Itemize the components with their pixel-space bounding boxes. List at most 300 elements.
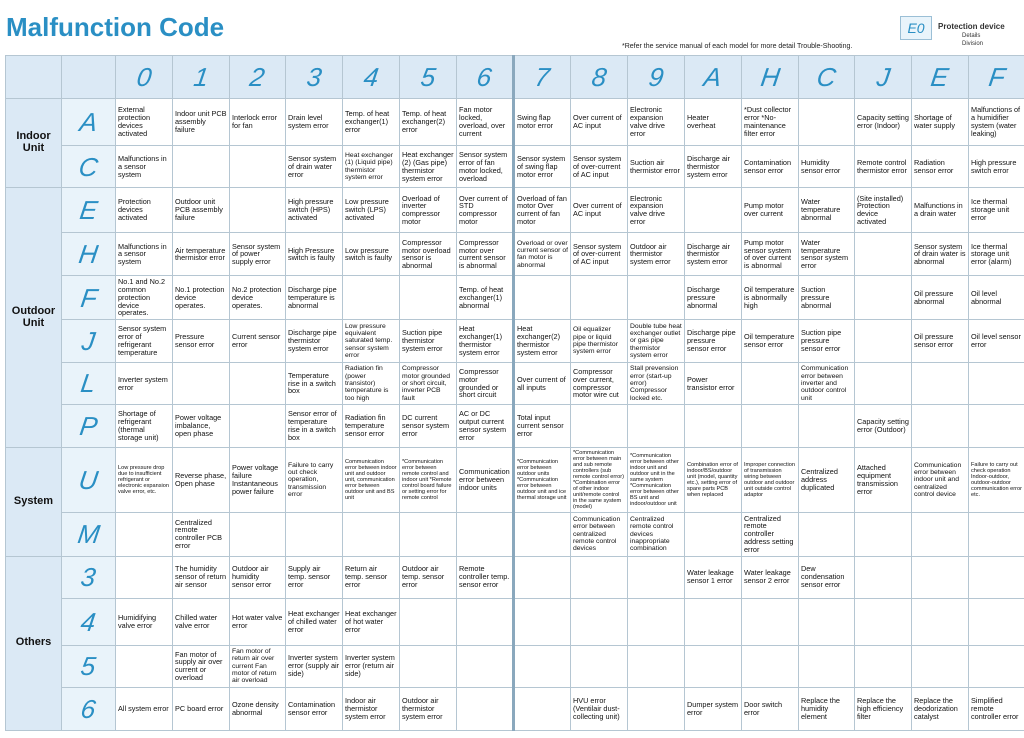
error-description-cell: Swing flap motor error bbox=[514, 99, 571, 146]
table-row bbox=[6, 556, 1024, 598]
error-description-cell bbox=[799, 99, 855, 146]
error-description-cell bbox=[628, 645, 685, 687]
error-description-cell bbox=[628, 687, 685, 730]
column-code-digit: 0 bbox=[134, 61, 154, 92]
row-code-header bbox=[62, 146, 116, 188]
column-code-digit: C bbox=[815, 61, 839, 92]
legend-title: Protection device bbox=[938, 22, 1005, 31]
legend bbox=[900, 16, 1022, 50]
error-description-cell: Discharge pressure abnormal bbox=[685, 276, 742, 319]
error-description-cell: Sensor system of swing flap motor error bbox=[514, 146, 571, 188]
error-description-cell: Interlock error for fan bbox=[230, 99, 286, 146]
row-code-header bbox=[62, 598, 116, 645]
error-description-cell: Capacity setting error (Outdoor) bbox=[855, 405, 912, 448]
error-description-cell bbox=[514, 598, 571, 645]
row-code-header bbox=[62, 556, 116, 598]
error-description-cell bbox=[685, 513, 742, 556]
error-description-cell bbox=[230, 146, 286, 188]
error-description-cell: Failure to carry out check operation, transmission error bbox=[286, 448, 343, 513]
error-description-cell bbox=[230, 362, 286, 404]
error-description-cell bbox=[742, 362, 799, 404]
row-code-header bbox=[62, 687, 116, 730]
error-description-cell bbox=[457, 645, 514, 687]
error-description-cell: PC board error bbox=[173, 687, 230, 730]
column-code-header bbox=[514, 56, 571, 99]
error-description-cell bbox=[230, 513, 286, 556]
error-description-cell: Contamination sensor error bbox=[286, 687, 343, 730]
error-description-cell bbox=[912, 362, 969, 404]
error-description-cell bbox=[628, 598, 685, 645]
row-code-header bbox=[62, 362, 116, 404]
row-code-digit: 5 bbox=[79, 651, 98, 682]
error-description-cell: Oil temperature sensor error bbox=[742, 319, 799, 362]
row-code-header bbox=[62, 233, 116, 276]
error-description-cell: Outdoor unit PCB assembly failure bbox=[173, 188, 230, 233]
error-description-cell: Sensor system error of fan motor locked, overload bbox=[457, 146, 514, 188]
table-body bbox=[6, 99, 1024, 731]
error-description-cell: Suction pressure abnormal bbox=[799, 276, 855, 319]
error-description-cell: Failure to carry out check operation Indoor-outdoor, outdoor-outdoor communication error etc. bbox=[969, 448, 1024, 513]
row-code-header bbox=[62, 99, 116, 146]
error-description-cell: *Communication error between main and sub remote controllers (sub remote control error) *Combination error of other indoor unit/remote control in the same system (model) bbox=[571, 448, 628, 513]
error-description-cell: Dumper system error bbox=[685, 687, 742, 730]
table-row bbox=[6, 405, 1024, 448]
error-description-cell: Oil temperature is abnormally high bbox=[742, 276, 799, 319]
error-description-cell: Inverter system error bbox=[116, 362, 173, 404]
error-description-cell: Temp. of heat exchanger(1) abnormal bbox=[457, 276, 514, 319]
error-description-cell bbox=[116, 645, 173, 687]
error-description-cell bbox=[742, 405, 799, 448]
error-description-cell: Compressor motor grounded or short circuit, inverter PCB fault bbox=[400, 362, 457, 404]
column-code-header bbox=[912, 56, 969, 99]
table-row bbox=[6, 598, 1024, 645]
error-description-cell: Total input current sensor error bbox=[514, 405, 571, 448]
error-description-cell: Discharge pipe temperature is abnormal bbox=[286, 276, 343, 319]
error-description-cell: No.1 and No.2 common protection device operates. bbox=[116, 276, 173, 319]
error-description-cell bbox=[969, 645, 1024, 687]
error-description-cell bbox=[230, 405, 286, 448]
error-description-cell: Low pressure switch (LPS) activated bbox=[343, 188, 400, 233]
legend-details-label: Details bbox=[962, 33, 981, 39]
error-description-cell: Communication error between inverter and outdoor control unit bbox=[799, 362, 855, 404]
column-code-header bbox=[799, 56, 855, 99]
table-row bbox=[6, 99, 1024, 146]
error-description-cell bbox=[685, 405, 742, 448]
header-blank bbox=[6, 56, 62, 99]
error-description-cell: Power voltage failure Instantaneous power failure bbox=[230, 448, 286, 513]
error-description-cell bbox=[343, 276, 400, 319]
table-row bbox=[6, 233, 1024, 276]
error-description-cell: Improper connection of transmission wiring between outdoor and outdoor unit outside control adaptor bbox=[742, 448, 799, 513]
row-code-digit: 6 bbox=[79, 693, 98, 724]
code-header-row bbox=[6, 56, 1024, 99]
error-description-cell bbox=[969, 405, 1024, 448]
error-description-cell bbox=[799, 405, 855, 448]
error-description-cell: Electronic expansion valve drive error bbox=[628, 188, 685, 233]
error-description-cell: Malfunctions in a sensor system bbox=[116, 233, 173, 276]
error-description-cell: Replace the humidity element bbox=[799, 687, 855, 730]
error-description-cell: Heat exchanger(1) thermistor system error bbox=[457, 319, 514, 362]
error-description-cell bbox=[571, 598, 628, 645]
error-description-cell bbox=[457, 598, 514, 645]
error-description-cell: Overload or over current sensor of fan motor is abnormal bbox=[514, 233, 571, 276]
error-description-cell: No.2 protection device operates. bbox=[230, 276, 286, 319]
error-description-cell: Low pressure switch is faulty bbox=[343, 233, 400, 276]
error-description-cell: Communication error between centralized remote control devices bbox=[571, 513, 628, 556]
error-description-cell: Compressor motor grounded or short circuit bbox=[457, 362, 514, 404]
error-description-cell: Oil pressure sensor error bbox=[912, 319, 969, 362]
error-description-cell: Discharge pipe thermistor system error bbox=[286, 319, 343, 362]
error-description-cell: *Communication error between outdoor units *Communication error between outdoor unit and ice thermal storage unit bbox=[514, 448, 571, 513]
error-description-cell bbox=[457, 513, 514, 556]
error-description-cell: *Dust collector error *No-maintenance filter error bbox=[742, 99, 799, 146]
error-description-cell: Return air temp. sensor error bbox=[343, 556, 400, 598]
error-description-cell: Radiation fin (power transistor) temperature is too high bbox=[343, 362, 400, 404]
category-label: Outdoor Unit bbox=[6, 188, 62, 448]
error-description-cell: Drain level system error bbox=[286, 99, 343, 146]
error-description-cell: Door switch error bbox=[742, 687, 799, 730]
error-description-cell: Centralized remote control devices inappropriate combination bbox=[628, 513, 685, 556]
error-description-cell bbox=[628, 405, 685, 448]
error-description-cell: Over current of AC input bbox=[571, 99, 628, 146]
column-code-digit: 3 bbox=[304, 61, 324, 92]
error-description-cell: Stall prevension error (start-up error) Compressor locked etc. bbox=[628, 362, 685, 404]
error-description-cell: Shortage of refrigerant (thermal storage unit) bbox=[116, 405, 173, 448]
error-description-cell bbox=[912, 598, 969, 645]
error-description-cell: Malfunctions in a sensor system bbox=[116, 146, 173, 188]
error-description-cell: Heat exchanger of hot water error bbox=[343, 598, 400, 645]
error-description-cell: Low pressure equivalent saturated temp. sensor system error bbox=[343, 319, 400, 362]
error-description-cell: Remote control thermistor error bbox=[855, 146, 912, 188]
error-description-cell: Suction air thermistor error bbox=[628, 146, 685, 188]
error-description-cell bbox=[912, 556, 969, 598]
error-description-cell bbox=[855, 645, 912, 687]
error-description-cell: Outdoor air thermistor system error bbox=[400, 687, 457, 730]
error-description-cell bbox=[628, 276, 685, 319]
error-description-cell: Malfunctions of a humidifier system (water leaking) bbox=[969, 99, 1024, 146]
row-code-header bbox=[62, 513, 116, 556]
error-description-cell: Ice thermal storage unit error (alarm) bbox=[969, 233, 1024, 276]
error-description-cell: Sensor system of over-current of AC input bbox=[571, 233, 628, 276]
error-description-cell bbox=[400, 598, 457, 645]
error-description-cell bbox=[855, 319, 912, 362]
column-code-header bbox=[685, 56, 742, 99]
row-code-digit: M bbox=[75, 519, 102, 550]
error-description-cell bbox=[173, 362, 230, 404]
error-description-cell: Water temperature abnormal bbox=[799, 188, 855, 233]
error-description-cell bbox=[969, 362, 1024, 404]
error-description-cell: Over current of AC input bbox=[571, 188, 628, 233]
error-description-cell: Fan motor locked, overload, over current bbox=[457, 99, 514, 146]
error-description-cell: Remote controller temp. sensor error bbox=[457, 556, 514, 598]
error-description-cell bbox=[514, 276, 571, 319]
error-description-cell: Sensor system error of refrigerant temperature bbox=[116, 319, 173, 362]
error-description-cell: Outdoor air humidity sensor error bbox=[230, 556, 286, 598]
table-row bbox=[6, 188, 1024, 233]
column-code-header bbox=[457, 56, 514, 99]
error-description-cell bbox=[912, 405, 969, 448]
error-description-cell: Water temperature sensor system error bbox=[799, 233, 855, 276]
column-code-header bbox=[969, 56, 1024, 99]
error-description-cell: Discharge air thermistor system error bbox=[685, 233, 742, 276]
error-description-cell: Hot water valve error bbox=[230, 598, 286, 645]
error-description-cell: Centralized remote controller PCB error bbox=[173, 513, 230, 556]
error-description-cell: HVU error (Ventilair dust-collecting unit) bbox=[571, 687, 628, 730]
column-code-header bbox=[628, 56, 685, 99]
error-description-cell: Power voltage imbalance, open phase bbox=[173, 405, 230, 448]
error-description-cell: Temperature rise in a switch box bbox=[286, 362, 343, 404]
error-description-cell bbox=[969, 598, 1024, 645]
error-description-cell bbox=[457, 687, 514, 730]
error-description-cell: Indoor air thermistor system error bbox=[343, 687, 400, 730]
row-code-header bbox=[62, 405, 116, 448]
error-description-cell: Oil pressure abnormal bbox=[912, 276, 969, 319]
legend-code-sample: E0 bbox=[900, 16, 932, 40]
column-code-digit: 8 bbox=[589, 61, 609, 92]
error-description-cell: Double tube heat exchanger outlet or gas pipe thermistor system error bbox=[628, 319, 685, 362]
row-code-digit: C bbox=[77, 151, 101, 182]
error-description-cell: Power transistor error bbox=[685, 362, 742, 404]
error-description-cell: Pump motor sensor system of over current is abnormal bbox=[742, 233, 799, 276]
error-description-cell bbox=[173, 146, 230, 188]
error-description-cell: Sensor system of drain water is abnormal bbox=[912, 233, 969, 276]
error-description-cell: Oil level sensor error bbox=[969, 319, 1024, 362]
column-code-digit: 4 bbox=[361, 61, 381, 92]
error-description-cell: Malfunctions in a drain water bbox=[912, 188, 969, 233]
error-description-cell: High pressure switch (HPS) activated bbox=[286, 188, 343, 233]
error-description-cell bbox=[116, 556, 173, 598]
error-description-cell: Fan motor of return air over current Fan motor of return air overload bbox=[230, 645, 286, 687]
error-description-cell bbox=[685, 598, 742, 645]
error-description-cell bbox=[571, 276, 628, 319]
error-description-cell: Fan motor of supply air over current or overload bbox=[173, 645, 230, 687]
error-description-cell: External protection devices activated bbox=[116, 99, 173, 146]
column-code-header bbox=[230, 56, 286, 99]
table-row bbox=[6, 146, 1024, 188]
error-description-cell bbox=[969, 556, 1024, 598]
error-description-cell: Attached equipment transmission error bbox=[855, 448, 912, 513]
error-description-cell: Low pressure drop due to insufficient refrigerant or electronic expansion valve error, etc. bbox=[116, 448, 173, 513]
error-description-cell: Water leakage sensor 2 error bbox=[742, 556, 799, 598]
error-description-cell: Replace the high efficiency filter bbox=[855, 687, 912, 730]
column-code-digit: 5 bbox=[418, 61, 438, 92]
row-code-digit: A bbox=[77, 107, 100, 138]
error-description-cell bbox=[571, 405, 628, 448]
table-row bbox=[6, 687, 1024, 730]
error-description-cell bbox=[286, 513, 343, 556]
error-description-cell bbox=[514, 687, 571, 730]
column-code-digit: J bbox=[874, 61, 892, 92]
error-description-cell: Capacity setting error (Indoor) bbox=[855, 99, 912, 146]
row-code-digit: L bbox=[79, 368, 98, 399]
error-description-cell: Over current of all inputs bbox=[514, 362, 571, 404]
column-code-digit: E bbox=[929, 61, 951, 92]
column-code-digit: 2 bbox=[248, 61, 267, 92]
error-description-cell: No.1 protection device operates. bbox=[173, 276, 230, 319]
error-description-cell: (Site installed) Protection device activated bbox=[855, 188, 912, 233]
error-description-cell bbox=[742, 598, 799, 645]
error-description-cell bbox=[514, 556, 571, 598]
error-description-cell: Compressor motor overload sensor is abnormal bbox=[400, 233, 457, 276]
row-code-digit: P bbox=[77, 411, 100, 442]
error-description-cell bbox=[855, 362, 912, 404]
error-description-cell bbox=[855, 513, 912, 556]
service-manual-note: *Refer the service manual of each model for more detail Trouble-Shooting. bbox=[622, 43, 853, 50]
error-description-cell: Communication error between indoor units bbox=[457, 448, 514, 513]
row-code-digit: H bbox=[77, 239, 101, 270]
page-title: Malfunction Code bbox=[6, 12, 225, 42]
table-row bbox=[6, 645, 1024, 687]
row-code-digit: U bbox=[77, 465, 101, 496]
column-code-digit: 7 bbox=[533, 61, 552, 92]
column-code-header bbox=[343, 56, 400, 99]
error-description-cell bbox=[855, 598, 912, 645]
error-description-cell: Sensor system of power supply error bbox=[230, 233, 286, 276]
error-description-cell bbox=[400, 645, 457, 687]
legend-division-label: Division bbox=[962, 41, 984, 47]
error-description-cell: Heat exchanger (1) (Liquid pipe) thermistor system error bbox=[343, 146, 400, 188]
error-description-cell: Sensor system of drain water error bbox=[286, 146, 343, 188]
error-description-cell: Supply air temp. sensor error bbox=[286, 556, 343, 598]
error-description-cell bbox=[855, 276, 912, 319]
column-code-header bbox=[116, 56, 173, 99]
error-description-cell: Radiation fin temperature sensor error bbox=[343, 405, 400, 448]
error-description-cell bbox=[799, 513, 855, 556]
error-description-cell: Ice thermal storage unit error bbox=[969, 188, 1024, 233]
error-description-cell: Over current of STD compressor motor bbox=[457, 188, 514, 233]
error-description-cell: Compressor over current, compressor motor wire cut bbox=[571, 362, 628, 404]
error-description-cell: Overload of inverter compressor motor bbox=[400, 188, 457, 233]
error-description-cell: Temp. of heat exchanger(2) error bbox=[400, 99, 457, 146]
error-description-cell: Ozone density abnormal bbox=[230, 687, 286, 730]
table-row bbox=[6, 319, 1024, 362]
error-description-cell: Communication error between indoor unit and outdoor unit, communication error between outdoor unit and BS unit bbox=[343, 448, 400, 513]
error-description-cell: Humidifying valve error bbox=[116, 598, 173, 645]
category-label: Others bbox=[6, 556, 62, 730]
error-description-cell: Radiation sensor error bbox=[912, 146, 969, 188]
error-description-cell: Simplified remote controller error bbox=[969, 687, 1024, 730]
error-description-cell: Heater overheat bbox=[685, 99, 742, 146]
error-description-cell bbox=[969, 513, 1024, 556]
row-code-digit: F bbox=[78, 282, 99, 313]
error-description-cell: Current sensor error bbox=[230, 319, 286, 362]
error-description-cell: Water leakage sensor 1 error bbox=[685, 556, 742, 598]
error-description-cell: Discharge pipe pressure sensor error bbox=[685, 319, 742, 362]
column-code-header bbox=[286, 56, 343, 99]
error-description-cell: Humidity sensor error bbox=[799, 146, 855, 188]
error-description-cell bbox=[855, 233, 912, 276]
error-description-cell: Inverter system error (supply air side) bbox=[286, 645, 343, 687]
row-code-digit: 3 bbox=[79, 562, 98, 592]
header-blank bbox=[62, 56, 116, 99]
column-code-header bbox=[742, 56, 799, 99]
error-description-cell: Outdoor air temp. sensor error bbox=[400, 556, 457, 598]
error-description-cell: Protection devices activated bbox=[116, 188, 173, 233]
error-description-cell: Shortage of water supply bbox=[912, 99, 969, 146]
error-description-cell bbox=[400, 513, 457, 556]
error-description-cell: Centralized remote controller address setting error bbox=[742, 513, 799, 556]
error-description-cell: Temp. of heat exchanger(1) error bbox=[343, 99, 400, 146]
error-description-cell bbox=[855, 556, 912, 598]
row-code-header bbox=[62, 188, 116, 233]
error-description-cell bbox=[685, 645, 742, 687]
column-code-digit: 6 bbox=[475, 61, 494, 92]
error-description-cell bbox=[799, 645, 855, 687]
error-description-cell: Pump motor over current bbox=[742, 188, 799, 233]
column-code-header bbox=[571, 56, 628, 99]
row-code-digit: E bbox=[77, 195, 100, 226]
error-description-cell bbox=[685, 188, 742, 233]
error-description-cell: All system error bbox=[116, 687, 173, 730]
error-description-cell: Centralized address duplicated bbox=[799, 448, 855, 513]
error-description-cell: *Communication error between remote control and indoor unit *Remote control board failure or setting error for remote control bbox=[400, 448, 457, 513]
column-code-header bbox=[173, 56, 230, 99]
error-description-cell bbox=[799, 598, 855, 645]
error-description-cell: The humidity sensor of return air sensor bbox=[173, 556, 230, 598]
column-code-digit: 1 bbox=[191, 61, 211, 92]
column-code-digit: F bbox=[986, 61, 1008, 92]
error-description-cell bbox=[116, 513, 173, 556]
error-description-cell: Overload of fan motor Over current of fan motor bbox=[514, 188, 571, 233]
error-description-cell: Replace the deodorization catalyst bbox=[912, 687, 969, 730]
error-description-cell: Dew condensation sensor error bbox=[799, 556, 855, 598]
error-description-cell: Sensor error of temperature rise in a switch box bbox=[286, 405, 343, 448]
error-description-cell: Indoor unit PCB assembly failure bbox=[173, 99, 230, 146]
error-description-cell: AC or DC output current sensor system error bbox=[457, 405, 514, 448]
error-description-cell: Heat exchanger (2) (Gas pipe) thermistor system error bbox=[400, 146, 457, 188]
column-code-digit: A bbox=[702, 61, 724, 92]
row-code-digit: 4 bbox=[79, 606, 98, 637]
error-description-cell bbox=[571, 645, 628, 687]
error-description-cell: Suction pipe thermistor system error bbox=[400, 319, 457, 362]
error-description-cell: Chilled water valve error bbox=[173, 598, 230, 645]
error-description-cell bbox=[742, 645, 799, 687]
error-description-cell bbox=[514, 513, 571, 556]
error-description-cell: Heat exchanger of chilled water error bbox=[286, 598, 343, 645]
error-description-cell: Heat exchanger(2) thermistor system error bbox=[514, 319, 571, 362]
error-description-cell bbox=[514, 645, 571, 687]
error-description-cell: *Communication error between other indoor unit and outdoor unit in the same system *Communication error between other BS unit and indoor/outdoor unit bbox=[628, 448, 685, 513]
error-description-cell: High Pressure switch is faulty bbox=[286, 233, 343, 276]
error-description-cell: High pressure switch error bbox=[969, 146, 1024, 188]
error-description-cell: Reverse phase, Open phase bbox=[173, 448, 230, 513]
error-description-cell bbox=[912, 513, 969, 556]
row-code-header bbox=[62, 319, 116, 362]
column-code-digit: H bbox=[758, 61, 782, 92]
error-description-cell: Air temperature thermistor error bbox=[173, 233, 230, 276]
error-description-cell: Communication error between indoor unit and centralized control device bbox=[912, 448, 969, 513]
table-row bbox=[6, 513, 1024, 556]
category-label: System bbox=[6, 448, 62, 556]
error-description-cell bbox=[628, 556, 685, 598]
error-description-cell bbox=[571, 556, 628, 598]
malfunction-code-table bbox=[5, 55, 1024, 731]
table-row bbox=[6, 276, 1024, 319]
row-code-header bbox=[62, 448, 116, 513]
error-description-cell: Contamination sensor error bbox=[742, 146, 799, 188]
error-description-cell: Discharge air thermistor system error bbox=[685, 146, 742, 188]
row-code-header bbox=[62, 645, 116, 687]
error-description-cell: Compressor motor over current sensor is abnormal bbox=[457, 233, 514, 276]
error-description-cell bbox=[343, 513, 400, 556]
error-description-cell: Oil level abnormal bbox=[969, 276, 1024, 319]
error-description-cell bbox=[400, 276, 457, 319]
column-code-header bbox=[855, 56, 912, 99]
error-description-cell bbox=[912, 645, 969, 687]
error-description-cell: Sensor system of over-current of AC input bbox=[571, 146, 628, 188]
error-description-cell: Inverter system error (return air side) bbox=[343, 645, 400, 687]
error-description-cell: Oil equalizer pipe or liquid pipe thermistor system error bbox=[571, 319, 628, 362]
